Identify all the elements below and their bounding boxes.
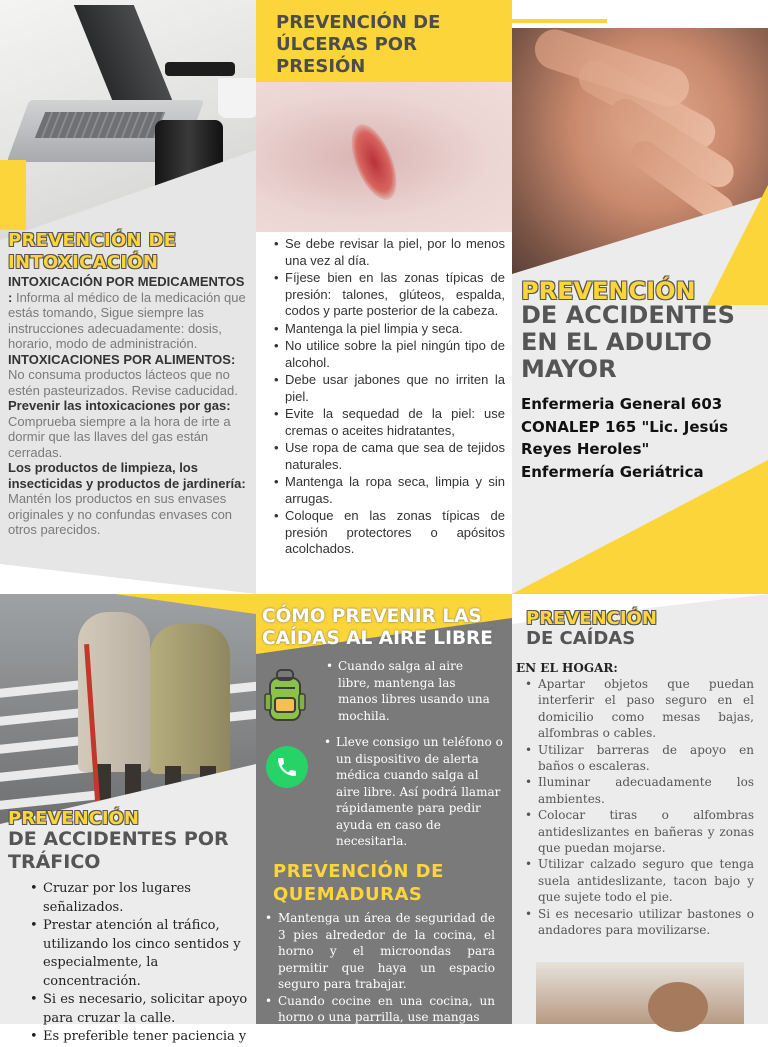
yellow-accent bbox=[0, 160, 26, 230]
ulceras-list bbox=[285, 236, 505, 559]
list-item: • Se debe revisar la piel, por lo menos una vez al día. bbox=[285, 236, 505, 269]
list-item: • Iluminar adecuadamente los ambientes. bbox=[538, 774, 754, 807]
section-title-quemaduras: PREVENCIÓN DE QUEMADURAS bbox=[273, 861, 444, 905]
list-item: • Prestar atención al tráfico, utilizando los cinco sentidos y especialmente, la concentración. bbox=[20, 917, 252, 991]
list-item: • Utilizar barreras de apoyo en baños o escaleras. bbox=[538, 742, 754, 775]
cover-title-highlight: PREVENCIÓN bbox=[521, 277, 696, 305]
panel-aire-libre bbox=[256, 594, 512, 1024]
list-item: • Si es necesario, solicitar apoyo para cruzar la calle. bbox=[20, 991, 252, 1028]
phone-icon bbox=[266, 746, 308, 788]
paragraph-text: No consuma productos lácteos que no estén pasteurizados. Revise caducidad. bbox=[8, 367, 238, 398]
backpack-icon bbox=[264, 668, 306, 724]
list-item: • Debe usar jabones que no irriten la piel. bbox=[285, 372, 505, 405]
paragraph-label: Los productos de limpieza, los insecticidas y productos de jardinería: bbox=[8, 460, 246, 491]
list-item: • Cuando salga al aire libre, mantenga las manos libres usando una mochila. bbox=[338, 658, 498, 724]
elderly-hands-photo bbox=[512, 28, 768, 274]
paragraph-text: Informa al médico de la medicación que estás tomando, Sigue siempre las instrucciones adecuadamente: dosis, horario, modo de administración. bbox=[8, 289, 246, 351]
section-title-ulceras: PREVENCIÓN DE ÚLCERAS POR PRESIÓN bbox=[276, 12, 441, 77]
yellow-line bbox=[512, 19, 607, 23]
panel-intoxicacion bbox=[0, 0, 256, 594]
subsection-label: EN EL HOGAR: bbox=[516, 661, 618, 675]
list-item: • Si es necesario utilizar bastones o andadores para movilizarse. bbox=[538, 906, 754, 939]
list-item: • Es preferible tener paciencia y bbox=[20, 1028, 252, 1047]
cover-title: DE ACCIDENTES EN EL ADULTO MAYOR bbox=[521, 301, 735, 383]
list-item: • Mantenga la piel limpia y seca. bbox=[285, 321, 505, 338]
list-item: • Lleve consigo un teléfono o un dispositivo de alerta médica cuando salga al aire libre. Así podrá llamar rápidamente para pedir ayuda en caso de necesitarla. bbox=[336, 734, 504, 850]
caidas-list bbox=[538, 676, 754, 939]
section-title-caidas: DE CAÍDAS bbox=[526, 628, 636, 649]
subtitle-line: CONALEP 165 "Lic. Jesús bbox=[521, 417, 729, 436]
trafico-list bbox=[20, 880, 252, 1047]
skin-ulcer-photo bbox=[256, 82, 512, 232]
list-item: • Fíjese bien en las zonas típicas de presión: talones, glúteos, espalda, codos y parte posterior de la cabeza. bbox=[285, 270, 505, 320]
subtitle-line: Enfermería Geriátrica bbox=[521, 462, 704, 481]
list-item: • Apartar objetos que puedan interferir el paso seguro en el domicilio como mesas bajas, alfombras o cables. bbox=[538, 676, 754, 742]
section-title-aire-libre: CÓMO PREVENIR LAS CAÍDAS AL AIRE LIBRE bbox=[262, 606, 493, 649]
paragraph-text: Comprueba siempre a la hora de irte a dormir que las llaves del gas están cerradas. bbox=[8, 413, 231, 460]
subtitle-line: Reyes Heroles" bbox=[521, 440, 650, 458]
list-item: • Cuando cocine en una cocina, un horno o una parrilla, use mangas bbox=[278, 993, 495, 1026]
elderly-fall-photo bbox=[536, 962, 744, 1024]
paragraph-label: INTOXICACIONES POR ALIMENTOS: bbox=[8, 351, 236, 367]
paragraph-label: Prevenir las intoxicaciones por gas: bbox=[8, 398, 231, 413]
list-item: • Colocar tiras o alfombras antideslizantes en bañeras y zonas que puedan mojarse. bbox=[538, 807, 754, 856]
section-title-highlight: PREVENCIÓN bbox=[526, 608, 657, 629]
panel-cover bbox=[512, 0, 768, 594]
list-item: • Use ropa de cama que sea de tejidos naturales. bbox=[285, 440, 505, 473]
intoxicacion-body bbox=[8, 274, 252, 538]
section-title-intoxicacion: PREVENCIÓN DE INTOXICACIÓN bbox=[8, 230, 177, 273]
list-item: • No utilice sobre la piel ningún tipo de alcohol. bbox=[285, 338, 505, 371]
intoxicacion-paragraph bbox=[8, 274, 252, 352]
panel-ulceras bbox=[256, 0, 512, 594]
quemaduras-list bbox=[278, 910, 495, 1026]
panel-caidas bbox=[512, 594, 768, 1024]
section-title-highlight: PREVENCIÓN bbox=[8, 808, 139, 829]
cover-subtitle bbox=[521, 393, 761, 483]
intoxicacion-paragraph bbox=[8, 460, 252, 538]
list-item: • Mantenga un área de seguridad de 3 pies alrededor de la cocina, el horno y el microondas para permitir que haya un espacio seguro para trabajar. bbox=[278, 910, 495, 993]
list-item: • Cruzar por los lugares señalizados. bbox=[20, 880, 252, 917]
list-item: • Utilizar calzado seguro que tenga suela antideslizante, tacon bajo y que sujete todo el pie. bbox=[538, 856, 754, 905]
panel-trafico bbox=[0, 594, 256, 1044]
intoxicacion-paragraph bbox=[8, 398, 252, 460]
intoxicacion-paragraph bbox=[8, 352, 252, 399]
list-item: • Coloque en las zonas típicas de presión protectores o apósitos acolchados. bbox=[285, 508, 505, 558]
list-item: • Evite la sequedad de la piel: use cremas o aceites hidratantes, bbox=[285, 406, 505, 439]
list-item: • Mantenga la ropa seca, limpia y sin arrugas. bbox=[285, 474, 505, 507]
subtitle-line: Enfermeria General 603 bbox=[521, 395, 723, 413]
paragraph-label: INTOXICACIÓN POR MEDICAMENTOS : bbox=[8, 274, 245, 305]
section-title-trafico: DE ACCIDENTES POR TRÁFICO bbox=[8, 828, 229, 873]
paragraph-text: Mantén los productos en sus envases originales y no confundas envases con otros parecidos. bbox=[8, 491, 233, 537]
